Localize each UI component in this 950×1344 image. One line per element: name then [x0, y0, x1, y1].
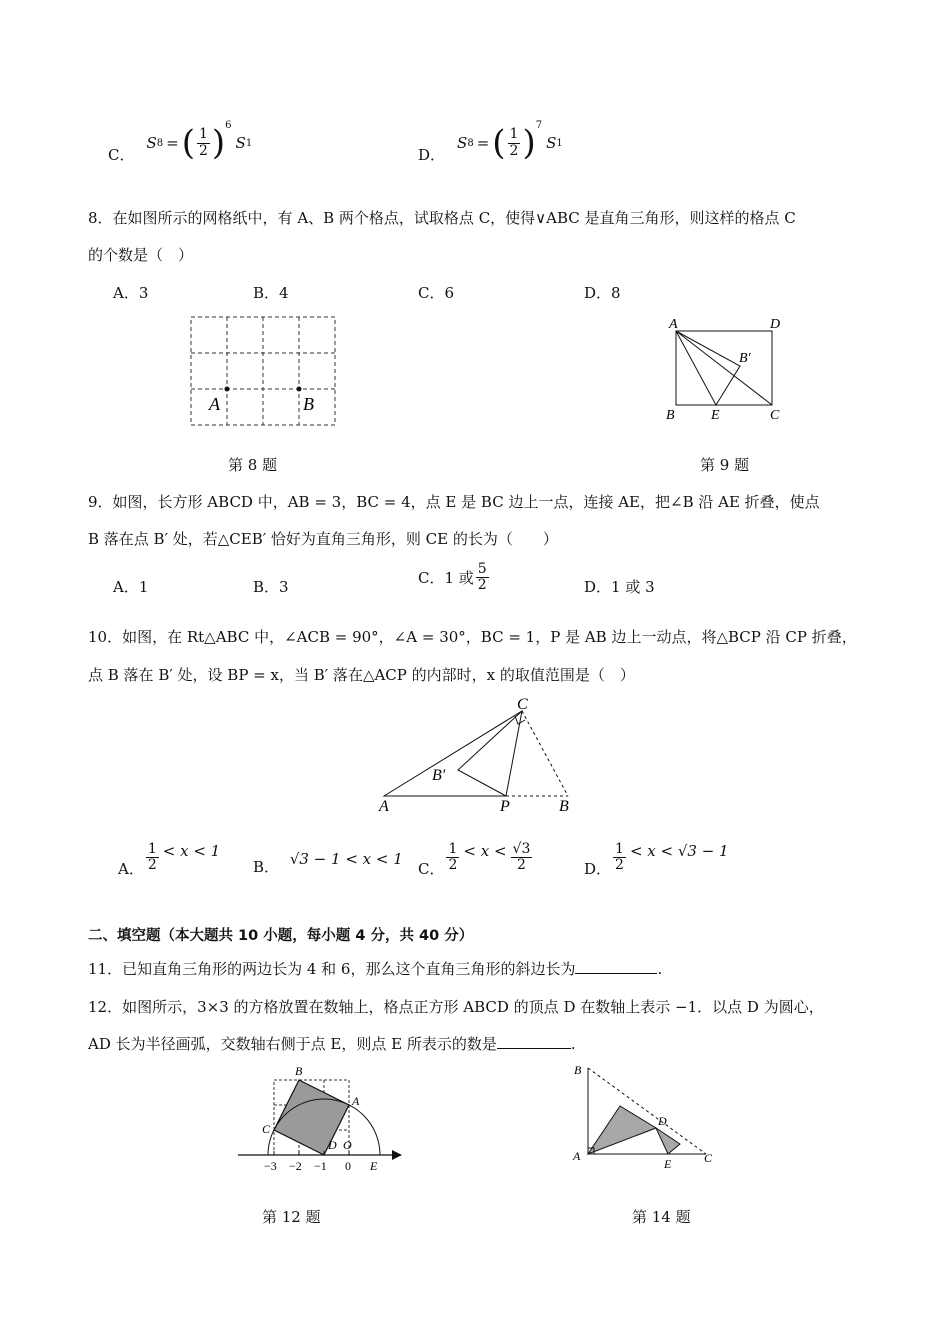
q8-option-c: C．6 — [418, 284, 455, 302]
square-abcd — [274, 1080, 349, 1155]
q10-line2: 点 B 落在 B′ 处，设 BP = x，当 B′ 落在△ACP 的内部时，x 的取值范围是（ ） — [88, 666, 635, 684]
label-e: E — [664, 1157, 672, 1171]
q8-option-a: A．3 — [113, 284, 149, 302]
q9-line2: B 落在点 B′ 处，若△CEB′ 恰好为直角三角形，则 CE 的长为（ ） — [88, 530, 558, 548]
q11-end: . — [657, 960, 663, 978]
label-b: B — [559, 798, 569, 815]
label-b: B — [295, 1064, 303, 1078]
q8-option-b: B．4 — [253, 284, 289, 302]
paren-right: ) — [211, 123, 226, 163]
expr-lhs-sub: 8 — [156, 137, 164, 149]
frac-den: 2 — [517, 857, 526, 873]
expr-lhs-sub: 8 — [467, 137, 474, 149]
q9-caption: 第 9 题 — [700, 456, 750, 474]
q12-answer-blank[interactable] — [497, 1048, 571, 1049]
label-bp: B′ — [432, 767, 446, 784]
label-d: D — [770, 317, 781, 332]
q10-option-c — [418, 836, 534, 879]
label-a: A — [209, 394, 220, 414]
label-bp: B′ — [739, 351, 751, 366]
fraction-half — [446, 842, 459, 874]
expr-eq: = — [476, 134, 490, 152]
q10-option-d — [584, 836, 729, 879]
q8-grid-figure — [186, 312, 342, 432]
option-label: D． — [584, 860, 612, 878]
q7-option-c — [108, 118, 252, 168]
paren-left: ( — [492, 123, 506, 163]
option-expr: √3 − 1 < x < 1 — [289, 850, 403, 868]
option-label: C． — [108, 145, 135, 164]
tick-label: −1 — [314, 1159, 327, 1173]
label-c: C — [704, 1151, 713, 1165]
frac-den: 2 — [477, 577, 487, 594]
label-d: D — [658, 1114, 667, 1128]
label-e: E — [370, 1159, 378, 1173]
expr-rhs-sub: 1 — [245, 137, 253, 149]
shaded-triangle-1 — [588, 1106, 656, 1154]
label-c: C — [770, 408, 780, 423]
option-label: D． — [418, 145, 446, 164]
option-label: B． — [253, 858, 280, 876]
q12-caption: 第 12 题 — [262, 1208, 321, 1226]
fraction — [476, 562, 489, 594]
q11-text: 11．已知直角三角形的两边长为 4 和 6，那么这个直角三角形的斜边长为 — [88, 960, 576, 978]
q8-line1: 8．在如图所示的网格纸中，有 A、B 两个格点，试取格点 C，使得∨ABC 是直角三角形，则这样的格点 C — [88, 209, 796, 227]
frac-num: √3 — [512, 840, 531, 857]
label-o: O — [343, 1138, 352, 1152]
fraction — [508, 127, 521, 159]
q12-text: AD 长为半径画弧，交数轴右侧于点 E，则点 E 所表示的数是 — [88, 1035, 497, 1053]
label-p: P — [500, 798, 510, 815]
tick-label: 0 — [345, 1159, 351, 1173]
exponent: 6 — [225, 120, 232, 131]
q14-caption: 第 14 题 — [632, 1208, 691, 1226]
label-d: D — [328, 1138, 337, 1152]
q11-answer-blank[interactable] — [575, 973, 657, 974]
expr-rhs-sub: 1 — [556, 137, 563, 149]
frac-num: 1 — [147, 840, 157, 857]
point-a — [225, 387, 230, 392]
fraction — [197, 127, 210, 159]
paren-left: ( — [181, 123, 195, 163]
exponent: 7 — [535, 120, 543, 131]
q7-option-d — [418, 118, 563, 168]
label-b: B — [666, 408, 675, 423]
q12-figure — [232, 1060, 412, 1180]
fraction-half — [146, 842, 159, 874]
option-mid: < x < — [463, 841, 507, 860]
q10-option-a — [118, 836, 220, 879]
q9-line1: 9．如图，长方形 ABCD 中，AB = 3，BC = 4，点 E 是 BC 边上一点，连接 AE，把∠B 沿 AE 折叠，使点 — [88, 493, 820, 511]
option-text: C．1 或 — [418, 569, 474, 588]
option-label: A． — [118, 860, 144, 878]
q8-caption: 第 8 题 — [228, 456, 278, 474]
label-e: E — [711, 408, 720, 423]
q14-figure — [566, 1058, 722, 1176]
q11 — [88, 958, 662, 979]
q10-option-b — [253, 850, 403, 877]
frac-den: 2 — [615, 857, 624, 873]
frac-den: 2 — [448, 857, 458, 873]
label-c: C — [262, 1122, 271, 1136]
label-a: A — [379, 798, 389, 815]
label-c: C — [517, 696, 528, 713]
label-b: B — [574, 1063, 582, 1077]
frac-num: 5 — [477, 561, 487, 577]
tick-label: −3 — [264, 1159, 277, 1173]
q9-option-b: B．3 — [253, 578, 289, 596]
tick-label: −2 — [289, 1159, 302, 1173]
expr-eq: = — [166, 134, 179, 152]
expr-lhs: S — [146, 134, 157, 152]
label-a: A — [352, 1094, 360, 1108]
label-a: A — [669, 317, 678, 332]
q9-option-c — [418, 562, 491, 594]
q12-line1: 12．如图所示，3×3 的方格放置在数轴上，格点正方形 ABCD 的顶点 D 在数轴上表示 −1．以点 D 为圆心， — [88, 998, 824, 1016]
expr-rhs: S — [546, 134, 557, 152]
q8-option-d: D．8 — [584, 284, 621, 302]
fraction-sqrt3-half — [511, 842, 533, 874]
q10-figure — [372, 694, 582, 816]
option-tail: < x < 1 — [162, 841, 221, 860]
q8-line2: 的个数是（ ） — [88, 246, 194, 264]
point-b — [297, 387, 302, 392]
q10-line1: 10．如图，在 Rt△ABC 中，∠ACB = 90°，∠A = 30°，BC = 1，P 是 AB 边上一动点，将△BCP 沿 CP 折叠， — [88, 628, 857, 646]
fraction-half — [613, 842, 626, 874]
frac-den: 2 — [198, 142, 208, 159]
frac-num: 1 — [509, 126, 519, 143]
q9-option-d: D．1 或 3 — [584, 578, 655, 596]
q12-line2 — [88, 1033, 576, 1054]
q9-option-a: A．1 — [113, 578, 149, 596]
paren-right: ) — [522, 123, 536, 163]
expr-rhs: S — [235, 134, 246, 152]
option-tail: < x < √3 − 1 — [629, 841, 729, 860]
frac-num: 1 — [615, 840, 624, 857]
option-label: C． — [418, 860, 445, 878]
label-b: B — [303, 394, 314, 414]
label-a: A — [573, 1149, 581, 1163]
q12-end: . — [570, 1035, 576, 1053]
frac-num: 1 — [198, 126, 208, 143]
expr-lhs: S — [457, 134, 468, 152]
frac-den: 2 — [509, 142, 519, 159]
frac-den: 2 — [147, 857, 157, 873]
q9-figure — [660, 312, 790, 426]
frac-num: 1 — [448, 840, 458, 857]
section-title: 二、填空题（本大题共 10 小题，每小题 4 分，共 40 分） — [88, 928, 474, 944]
